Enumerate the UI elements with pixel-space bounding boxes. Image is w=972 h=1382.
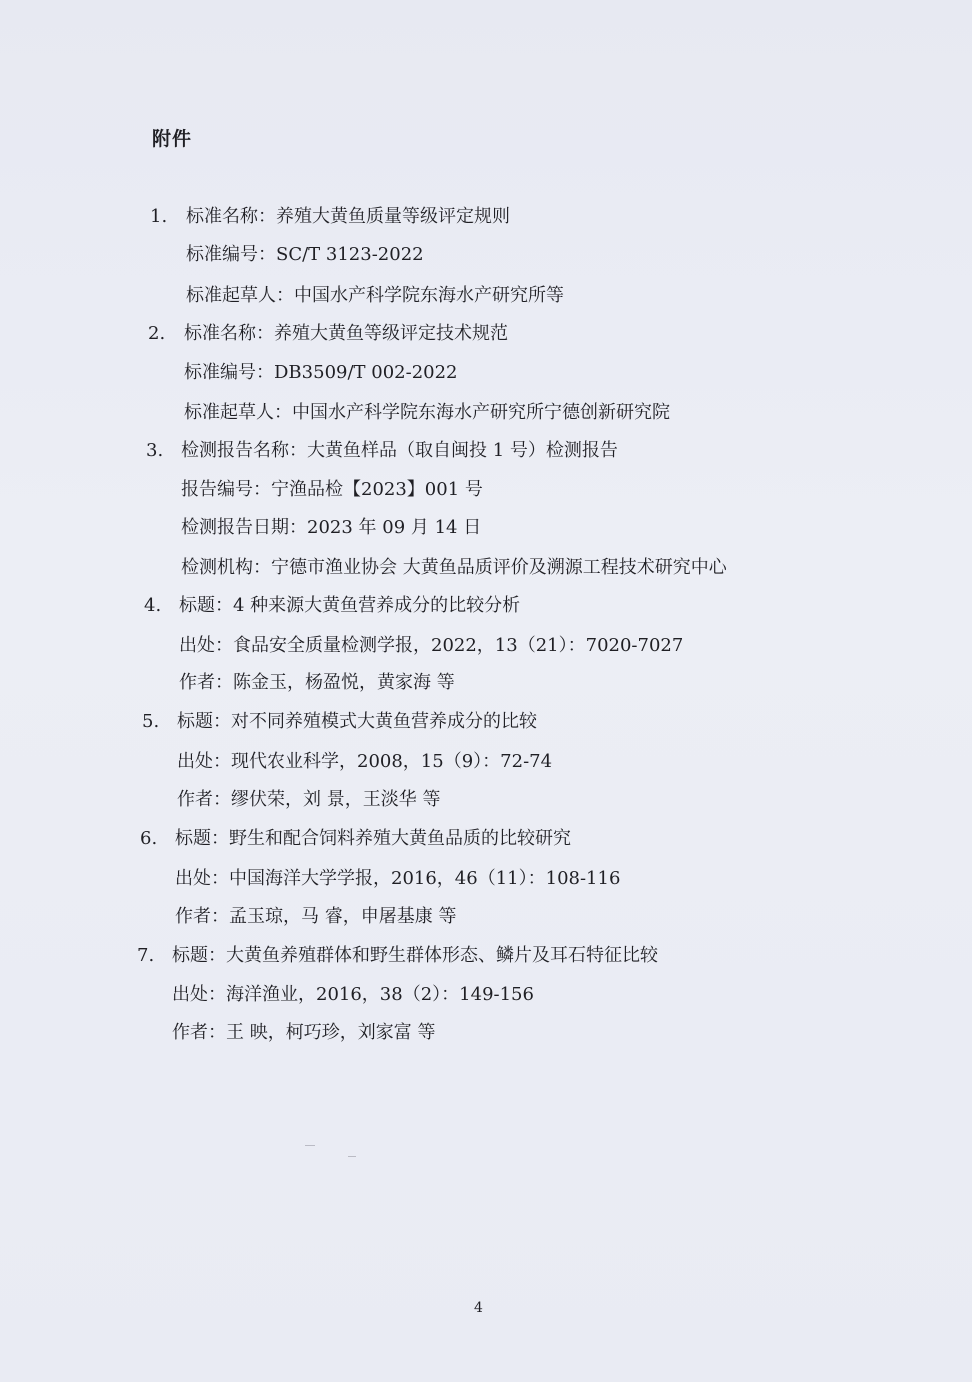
item-line: 出处：食品安全质量检测学报，2022，13（21）：7020-7027: [179, 635, 684, 656]
item-number: 2.: [148, 323, 166, 344]
item-line: 作者：缪伏荣，刘 景，王淡华 等: [177, 789, 441, 810]
item-number: 5.: [142, 711, 160, 732]
scan-artifact: [305, 1145, 315, 1146]
item-number: 7.: [137, 945, 155, 966]
item-number: 1.: [150, 206, 168, 227]
item-line: 作者：陈金玉，杨盈悦，黄家海 等: [179, 672, 455, 693]
item-line: 作者：孟玉琼，马 睿，申屠基康 等: [175, 906, 457, 927]
item-line: 标准编号：DB3509/T 002-2022: [184, 362, 458, 383]
item-line: 标准名称：养殖大黄鱼等级评定技术规范: [184, 323, 508, 344]
item-line: 出处：海洋渔业，2016，38（2）：149-156: [172, 984, 534, 1005]
item-line: 检测报告日期：2023 年 09 月 14 日: [181, 517, 482, 538]
item-line: 作者：王 映，柯巧珍，刘家富 等: [172, 1022, 436, 1043]
item-line: 标准起草人：中国水产科学院东海水产研究所等: [186, 285, 564, 306]
item-line: 标题：野生和配合饲料养殖大黄鱼品质的比较研究: [175, 828, 571, 849]
item-number: 3.: [146, 440, 164, 461]
item-number: 4.: [144, 595, 162, 616]
item-line: 报告编号：宁渔品检【2023】001 号: [181, 479, 483, 500]
item-line: 检测机构：宁德市渔业协会 大黄鱼品质评价及溯源工程技术研究中心: [181, 557, 727, 578]
item-line: 检测报告名称：大黄鱼样品（取自闽投 1 号）检测报告: [181, 440, 618, 461]
item-line: 标题：4 种来源大黄鱼营养成分的比较分析: [179, 595, 521, 616]
scan-artifact: [348, 1156, 356, 1157]
page-number: 4: [474, 1300, 483, 1316]
page-heading: 附件: [152, 128, 193, 150]
item-line: 标准编号：SC/T 3123-2022: [186, 244, 424, 265]
item-line: 标准起草人：中国水产科学院东海水产研究所宁德创新研究院: [184, 402, 670, 423]
item-line: 标题：对不同养殖模式大黄鱼营养成分的比较: [177, 711, 537, 732]
item-line: 标题：大黄鱼养殖群体和野生群体形态、鳞片及耳石特征比较: [172, 945, 658, 966]
item-line: 出处：现代农业科学，2008，15（9）：72-74: [177, 751, 553, 772]
item-number: 6.: [140, 828, 158, 849]
item-line: 出处：中国海洋大学学报，2016，46（11）：108-116: [175, 868, 621, 889]
item-line: 标准名称：养殖大黄鱼质量等级评定规则: [186, 206, 510, 227]
